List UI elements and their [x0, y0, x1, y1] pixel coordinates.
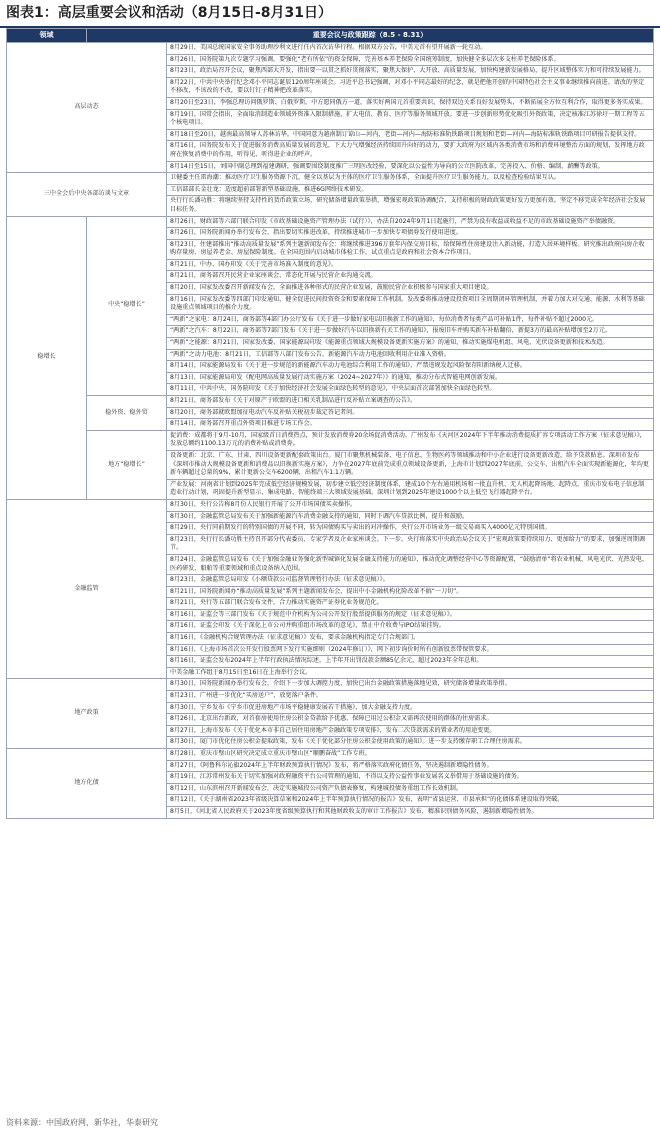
- content-cell: 8月14日至15日，刘国中副总理到福建调研，强调要围绕制度推广三明医改经验，要深化以公益性为导向的公立医院改革，完善投入、价格、编制、薪酬等政策。: [167, 161, 654, 173]
- policy-table: [6, 28, 654, 819]
- content-cell: 8月12日，山东滨州召开新闻发布会，决定实施城投公司资产负债表修复，构建城投债务重组工作长效机制。: [167, 783, 654, 795]
- content-cell: 8月30日，金融监管总局发布关于加强新能源汽车消费金融支持的通知，同时下调汽车贷款比例，提升和鼓励。: [167, 511, 654, 523]
- table-row: [7, 396, 654, 408]
- content-cell: 8月29日，央行同前期发行的特别国债的开展不同，转为国债购买与卖出的对冲操作，央行公开市场业务一级交易商买入4000亿元特别国债。: [167, 523, 654, 535]
- content-cell: 8月16日，证监会发布2024年上半年行政执法情况综述，上半年开出罚没款金额85亿余元，超过2023年全年总和。: [167, 656, 654, 668]
- content-cell: 8月16日，《上海市场首次公开发行股票网下发行实施细则（2024年修订）》，网下初步询价时所有创新股票带保管要求。: [167, 644, 654, 656]
- content-cell: 8月26日，财政部等六部门联合印发《市政基础设施资产管理办法（试行）》，办法自2024年9月1日起施行，严禁为没有收益或收益不足的市政基础设施资产举债融资。: [167, 216, 654, 228]
- table-header-row: [7, 29, 654, 43]
- content-cell: 8月27日，上海市发布《关于优化本市非自己居住用房地产金融政策专项安排》，发布二次贷款需求的置业者的用途变更。: [167, 725, 654, 737]
- content-cell: 央行行长潘功胜：将继续坚持支持性的货币政策立场，研究储备增量政策举措，增强宏观政策协调配合，支持积极的财政政策更好发力更加有效。坚定不移完成全年经济社会发展目标任务。: [167, 196, 654, 216]
- area-cell: 地方化债: [7, 749, 167, 819]
- content-cell: 8月24日，金融监管总局发布《关于加强金融业务强化新型城镇化发展金融支持能力的通知》，推动优化调整经营中心等资源配置，“鼓励清单”将农业机械、风电光伏、光热发电、医药研发、船舶等重要领域和重点设备纳入范围。: [167, 554, 654, 574]
- content-cell: 8月13日，国家能源局印发《配电网高质量发展行动实施方案（2024~2027年）》的通知，推动分布式智能电网创新发展。: [167, 372, 654, 384]
- content-cell: 8月16日，国务院发布关于促进服务消费高质量发展的意见，下大力气增强经济持续回升向好的动力，要扩大政府为区域内各类消费市场和消费环境整治方面的规划，发挥地方政府在恢复消费中的作用，听得见、听得进企业的呼声。: [167, 141, 654, 161]
- content-cell: “两新”之家电：8月24日，商务部等4部门办公厅发布《关于进一步做好家电以旧换新工作的通知》，每位消费者每类产品可补贴1件，每件补贴不超过2000元。: [167, 314, 654, 326]
- content-cell: 8月11日，中共中央、国务院印发《关于加快经济社会发展全面绿色转型的意见》，中央层面首次部署加快全面绿色转型。: [167, 384, 654, 396]
- table-row: [7, 216, 654, 228]
- header-content: 重要会议与政策跟踪（8.5 - 8.31）: [87, 29, 654, 43]
- content-cell: 8月23日，广州进一步优化“买房送户”，放宽落户条件。: [167, 691, 654, 703]
- content-cell: 8月12日，《关于湖南省2023年省级决算草案和2024年上半年预算执行情况的报告》发布，表明“省县运营、市县承担”的化债体系建设取得突破。: [167, 795, 654, 807]
- content-cell: 8月23日，政治局召开会议，聚焦西部大开发，指出要一以贯之抓好贯彻落实，聚焦大保护、大开放、高质量发展，加快构建新发展格局，提升区域整体实力和可持续发展能力。: [167, 66, 654, 78]
- subarea-cell: 中央“稳增长”: [87, 216, 167, 396]
- content-cell: 8月23日，住建部推出“推动高质量发展”系列主题新闻发布会：将继续推进396万套年内保交房目标，给保障性住房建设注入新动能，打造人居环境样板。研究推出政府向房企收购存量房、房屋养老金、房屋保险制度。在全国范围内启动城市体检工作，试点重点是政府和社会资本合作项目。: [167, 239, 654, 259]
- subarea-cell: 地方“稳增长”: [87, 430, 167, 499]
- figure-title: 图表1：高层重要会议和活动（8月15日-8月31日）: [0, 0, 660, 28]
- content-cell: 8月14日，国家能源局发布《关于进一步规范的新能源汽车动力电池综合利用工作的通知》，严禁违规发起风险保存阳新纳税人迁移。: [167, 361, 654, 373]
- area-cell: 地产政策: [7, 679, 167, 749]
- header-area: 领域: [7, 29, 87, 43]
- content-cell: 8月21日，国务院新闻办“推动高质量发展”系列主题新闻发布会，提出中小金融机构化险改革不搞“一刀切”。: [167, 586, 654, 598]
- content-cell: 8月19日，江苏常州发布关于切实加强对政府融资平台公司管理的通知，不得以支持公益性事业发展名义举借用于基础设施的债务。: [167, 772, 654, 784]
- content-cell: 设备更新：北京、广东、甘肃、四川设备更新配套政策出台。厦门市聚焦机械装备、电子信息、生物医药等领域推动和中小企业进行设备更新改造，给予贷款贴息。深圳市发布《深圳市推动大规模设备更新和消费品以旧换新实施方案》，力争在2027年底前完成重点领域设备更新，上海市计划到2027年底前，公交车、出租汽车全面实现新能源化，年均更新车辆超过总量的9%，累计更新公交车6200辆，出租汽车1.1万辆。: [167, 450, 654, 479]
- content-cell: 8月16日，国家发改委等四部门印发通知，健全促进民间投资资金和要素保障工作机制。发改委将推动建设投资项目全周期闭环管理机制，并着力加大对交通、能源、水利等基础设施重点领域项目的推介力度。: [167, 294, 654, 314]
- content-cell: 中美金融工作组于8月15日至16日在上海举行会议。: [167, 667, 654, 679]
- content-cell: 8月20日，商务部就欧盟加征电动汽车反补贴关税初步裁定答记者问。: [167, 407, 654, 419]
- table-row: [7, 749, 654, 761]
- content-cell: 8月20日，国家发改委召开新闻发布会，全面推进各种形式的民营企业发展，鼓励民营企业积极参与国家重大项目建设。: [167, 283, 654, 295]
- content-cell: 8月26日，国务院新闻办举行发布会，指出要切实推进改革，持续推进城市一步加快专项债券发行使用进度。: [167, 228, 654, 240]
- content-cell: 8月20日至23日，李强总理访问俄罗斯、白俄罗斯。中方愿同俄方一道，落实好两国元首重要共识，保持双边关系良好发展势头，不断拓展全方位互利合作，取得更多务实成果。: [167, 97, 654, 109]
- subarea-cell: 稳外资、稳外贸: [87, 396, 167, 431]
- table-row: [7, 173, 654, 185]
- area-cell: 稳增长: [7, 216, 87, 499]
- area-cell: 三中全会后中央各部访谈与文章: [7, 173, 167, 216]
- content-cell: 8月28日，重庆市璧山区研究决定成立重庆市璧山区“顺鹏奋战”工作专班。: [167, 749, 654, 761]
- content-cell: 8月30日，国务院新闻办举行发布会，介绍下一步加大调控力度，加快已出台金融政策措施落地见效，研究储备增量政策举措。: [167, 679, 654, 691]
- content-cell: 8月30日，央行公告称8月份人民银行开展了公开市场国债买卖操作。: [167, 499, 654, 511]
- content-cell: “两新”之动力电池：8月21日，工信部等八部门发布公告，新能源汽车动力电池回收利用企业准入资格。: [167, 349, 654, 361]
- content-cell: 8月19日，国常会指出，全面取消制造业领域外资准入限制措施，扩大电信、教育、医疗等服务领域开放。要进一步创新形势优化吸引外资政策，决定核准江苏徐圩一期工程等五个核电项目。: [167, 109, 654, 129]
- content-cell: 卫健委主任雷海潮：推动医疗卫生服务资源下沉，健全以基层为主体的医疗卫生服务体系，全面提升医疗卫生服务能力，以及检查检验结果互认。: [167, 173, 654, 185]
- table-row: [7, 430, 654, 450]
- source-note: 资料来源：中国政府网，新华社，华泰研究: [6, 1118, 158, 1127]
- table-row: [7, 679, 654, 691]
- table-row: [7, 43, 654, 55]
- area-cell: 金融监管: [7, 499, 167, 679]
- content-cell: 8月23日，央行行长潘功胜主持召开部分代表委员、专家学者及企业家座谈会。下一步，央行将落实中央政治局会议关于“宏观政策要持续用力、更加给力”的要求，加强逆周期调节。: [167, 534, 654, 554]
- table-row: [7, 499, 654, 511]
- area-cell: 高层动态: [7, 43, 167, 173]
- content-cell: 8月21日，商务部召开民营企业家座谈会，常态化开展与民营企业沟通交流。: [167, 271, 654, 283]
- content-cell: 8月23日，金融监管总局印发《小额贷款公司监督管理暂行办法（征求意见稿）》。: [167, 575, 654, 587]
- content-cell: 产业发展：河南省计划到2025年完成低空经济规模发展，初步建立低空经济制度体系，建成10个左右通用机场和一批直升机、无人机起降场地、起降点。重庆市发布电子信息制造业行动计划，巩固提升新型显示、集成电路、智能终端三大领域发展基础。深圳计划到2025年建设1000个以上低空飞行器起降平台。: [167, 479, 654, 499]
- content-cell: “两新”之汽车：8月22日，商务部等7部门发布《关于进一步做好汽车以旧换新有关工作的通知》，报废旧车并购买新车补贴翻倍，新提3万的最高补贴增加至2万元。: [167, 326, 654, 338]
- content-cell: 8月30日，宁乡发布《宁乡市促进房地产市场平稳健康发展若干措施》，加大金融支持力度。: [167, 702, 654, 714]
- content-cell: 8月26日，国务院第九次专题学习强调，要强化“老有所依”的资金保障，完善基本养老保险全国统筹制度，加快健全多层次多支柱养老保险体系。: [167, 54, 654, 66]
- content-cell: 8月30日，厦门市优化住房公积金提取政策，发布《关于优化部分住房公积金使用政策的通知》。进一步支持缴存职工合理住房需求。: [167, 737, 654, 749]
- content-cell: 8月16日，《金融机构合规管理办法（征求意见稿）》发布，要求金融机构指定专门合规部门。: [167, 633, 654, 645]
- content-cell: 促消费：成都将于9月-10月，国家级首日消费热点，预计发放消费券20余场促消费活动。广州发布《天河区2024年下半年推动消费提质扩容专项活动工作方案（征求意见稿）》，发放总额约1100.13万元的消费补贴或消费券。: [167, 430, 654, 450]
- content-cell: 8月14日，商务部召开重点外资项目推进专场工作会。: [167, 419, 654, 431]
- content-cell: 8月16日，证监会等三部门发布《关于规范中介机构为公司公开发行股票提供服务的规定（征求意见稿）》。: [167, 609, 654, 621]
- content-cell: 8月29日，美国总统国家安全事务助理沙利文进行任内首次访华行程。根据双方公告，中美元首有望开展新一轮互动。: [167, 43, 654, 55]
- content-cell: 8月18日至20日，越南最高领导人苏林访华。中国同意为越南制订谅山—河内、老街—河内—海防标准轨铁路项目规划和老街—河内—海防标准轨铁路项目可研报告提供支持。: [167, 129, 654, 141]
- content-cell: 8月27日，《阿鲁科尔沁旗2024年上半年财政预算执行情况》发布，将严格落实政府化债任务，坚决遏制新增隐性债务。: [167, 760, 654, 772]
- content-cell: “两新”之能源：8月21日，国家发改委、国家能源局印发《能源重点领域大规模设备更新实施方案》的通知，推动实施煤电机组、风电、光伏设备更新和技术改造。: [167, 338, 654, 350]
- content-cell: 8月26日，北京出台新政，对首套房使用住房公积金贷款给予优惠，保障已用过公积金又需再次使用的群体的住房需求。: [167, 714, 654, 726]
- content-cell: 工信部部长金壮龙：适度超前部署新型基础设施，推进6G网络技术研发。: [167, 184, 654, 196]
- content-cell: 8月21日，商务部发布《关于对原产于欧盟的进口相关乳制品进行反补贴立案调查的公告》。: [167, 396, 654, 408]
- content-cell: 8月21日，央行等五部门联合发布文件，合力推动实施资产证券化业务规范化。: [167, 598, 654, 610]
- content-cell: 8月22日，中共中央举行纪念邓小平同志诞辰120周年座谈会。习近平总书记强调，对邓小平同志最好的纪念，就是把他开创的中国特色社会主义事业继续推向前进。请改的坚定不移改，不该改的不改，要以钉钉子精神把改革落实。: [167, 77, 654, 97]
- content-cell: 8月5日，《河北省人民政府关于2023年度省级预算执行和其他财政收支的审计工作报告》发布，精准识别债务风险，遏制新增隐性债务。: [167, 806, 654, 818]
- content-cell: 8月16日，证监会印发《关于深化上市公司并购重组市场改革的意见》，禁止中介收费与IPO结果挂钩。: [167, 621, 654, 633]
- content-cell: 8月21日，中办、国办印发《关于完善市场准入制度的意见》。: [167, 259, 654, 271]
